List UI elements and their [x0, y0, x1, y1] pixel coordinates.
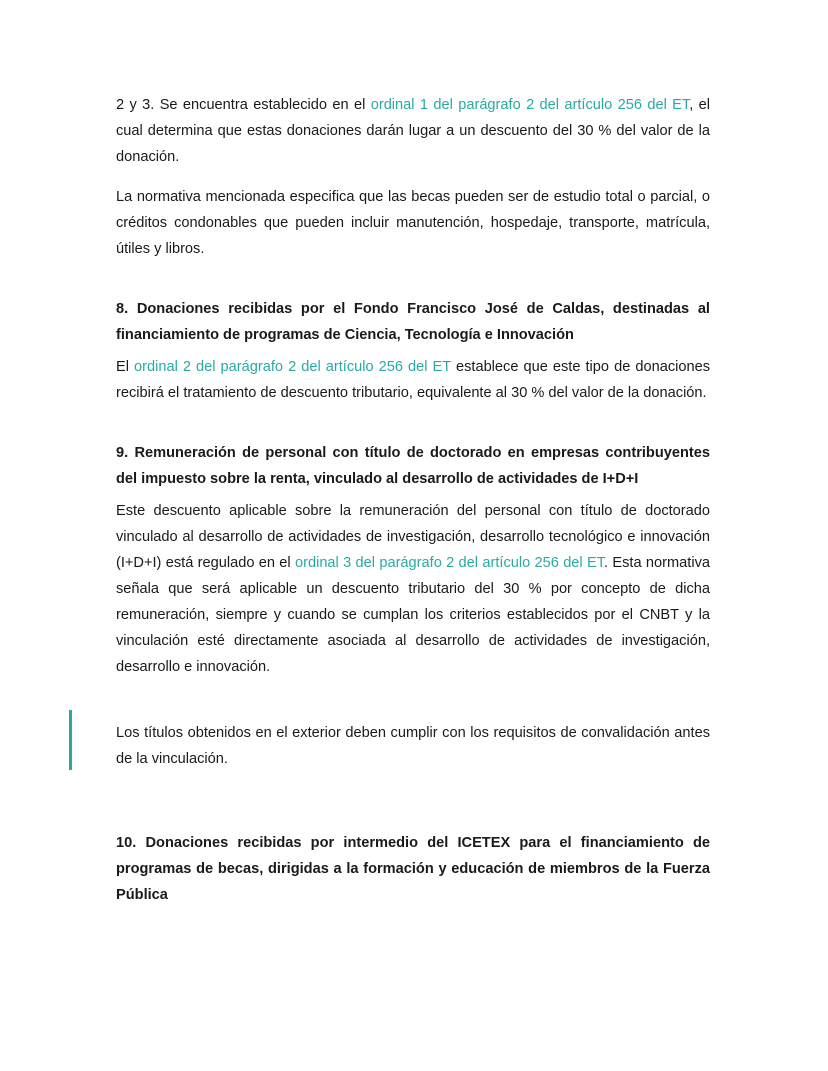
paragraph-text: . Esta normativa señala que será aplicable un descuento tributario del 30 % por concepto de dicha remuneración, siempre y cuando se cumplan los criterios establecidos por el CNBT y la vinculación esté directamente asociada al desarrollo de actividades de investigación, desarrollo e innovación. — [116, 555, 710, 675]
paragraph-text: Este descuento aplicable sobre la remuneración del personal con título de doctorado vinculado al desarrollo de actividades de investigación, desarrollo tecnológico e innovación (I+D+I) está regulado en el — [116, 503, 710, 571]
paragraph-text: establece que este tipo de donaciones recibirá el tratamiento de descuento tributario, equivalente al 30 % del valor de la donación. — [116, 359, 711, 401]
callout-text: Los títulos obtenidos en el exterior deben cumplir con los requisitos de convalidación antes de la vinculación. — [116, 725, 710, 767]
paragraph-ordinal-1 — [116, 92, 710, 170]
section-9-body — [116, 498, 710, 680]
section-8-body — [116, 354, 710, 406]
section-10-heading: 10. Donaciones recibidas por intermedio del ICETEX para el financiamiento de programas de becas, dirigidas a la formación y educación de miembros de la Fuerza Pública — [116, 835, 710, 903]
section-9-heading: 9. Remuneración de personal con título de doctorado en empresas contribuyentes del impuesto sobre la renta, vinculado al desarrollo de actividades de I+D+I — [116, 445, 710, 487]
paragraph-text: El — [116, 359, 135, 375]
link-ordinal-2[interactable]: ordinal 2 del parágrafo 2 del artículo 256 del ET — [134, 359, 451, 375]
paragraph-text: , el cual determina que estas donaciones darán lugar a un descuento del 30 % del valor de la donación. — [116, 97, 711, 165]
link-ordinal-3[interactable]: ordinal 3 del parágrafo 2 del artículo 256 del ET — [294, 555, 605, 571]
paragraph-text: 2 y 3. Se encuentra establecido en el — [116, 97, 371, 113]
link-ordinal-1[interactable]: ordinal 1 del parágrafo 2 del artículo 256 del ET — [370, 97, 690, 113]
section-8-heading: 8. Donaciones recibidas por el Fondo Francisco José de Caldas, destinadas al financiamiento de programas de Ciencia, Tecnología e Innovación — [116, 301, 710, 343]
callout-note — [116, 720, 710, 772]
callout-accent-bar — [69, 710, 72, 770]
document-page — [116, 92, 710, 908]
paragraph-becas: La normativa mencionada especifica que las becas pueden ser de estudio total o parcial, o créditos condonables que pueden incluir manutención, hospedaje, transporte, matrícula, útiles y libros. — [116, 189, 710, 257]
